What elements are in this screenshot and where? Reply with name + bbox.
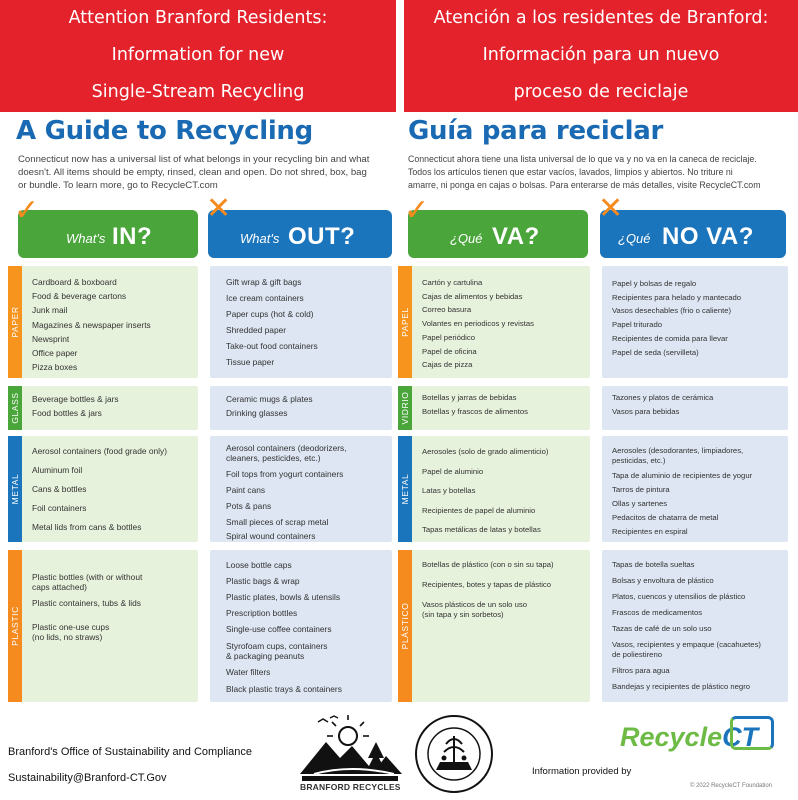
nova-item-metal: Recipientes en espiral	[612, 527, 688, 536]
nova-item-paper: Recipientes de comida para llevar	[612, 333, 728, 343]
information-provided-by: Information provided by	[532, 766, 632, 777]
category-vidrio: VIDRIO	[398, 386, 412, 430]
out-item-plastic: Water filters	[226, 667, 271, 677]
nova-item-glass: Vasos para bebidas	[612, 406, 680, 416]
out-item-paper: Tissue paper	[226, 357, 275, 367]
in-item-plastic: caps attached)	[32, 582, 87, 592]
in-item-metal: Foil containers	[32, 503, 87, 513]
x-mark-icon: ✕	[598, 192, 624, 225]
va-item-plastic: Vasos plásticos de un solo uso	[422, 600, 527, 609]
banner-line: Single-Stream Recycling	[91, 82, 305, 102]
in-item-glass: Food bottles & jars	[32, 407, 102, 418]
nova-item-plastic: Bandejas y recipientes de plástico negro	[612, 682, 751, 691]
nova-item-plastic: Bolsas y envoltura de plástico	[612, 576, 714, 585]
va-item-paper: Cajas de alimentos y bebidas	[422, 291, 523, 301]
in-item-glass: Beverage bottles & jars	[32, 394, 119, 404]
out-item-paper: Gift wrap & gift bags	[226, 277, 302, 287]
va-item-plastic: Recipientes, botes y tapas de plástico	[422, 580, 552, 589]
intro-line: Connecticut ahora tiene una lista universal de lo que va y no va en la caneca de reciclaje.	[408, 154, 757, 164]
banner-line: Información para un nuevo	[482, 45, 720, 65]
category-glass: GLASS	[8, 386, 22, 430]
nova-item-plastic: Filtros para agua	[612, 666, 670, 675]
in-item-paper: Newsprint	[32, 333, 70, 344]
in-item-metal: Cans & bottles	[32, 484, 87, 494]
out-item-paper: Ice cream containers	[226, 293, 304, 303]
banner-english	[0, 0, 396, 112]
checkmark-icon: ✓	[404, 194, 430, 227]
header-whats-out: What's OUT?	[208, 210, 392, 258]
in-item-paper: Cardboard & boxboard	[32, 277, 117, 287]
in-item-plastic: (no lids, no straws)	[32, 632, 103, 642]
out-item-plastic: & packaging peanuts	[226, 651, 305, 661]
category-paper: PAPER	[8, 266, 22, 378]
panel-va-plastico	[412, 550, 590, 702]
out-item-glass: Ceramic mugs & plates	[226, 394, 313, 404]
in-item-paper: Junk mail	[32, 305, 68, 316]
header-que-no-va: ¿Qué NO VA?	[600, 210, 786, 258]
nova-item-paper: Recipientes para helado y mantecado	[612, 292, 742, 302]
nova-item-plastic: Frascos de medicamentos	[612, 608, 703, 617]
branford-recycles-text: BRANFORD RECYCLES	[300, 782, 401, 792]
in-item-paper: Food & beverage cartons	[32, 291, 127, 302]
x-mark-icon: ✕	[206, 192, 232, 225]
out-item-plastic: Black plastic trays & containers	[226, 684, 342, 694]
va-item-metal: Latas y botellas	[422, 486, 476, 495]
category-papel: PAPEL	[398, 266, 412, 378]
guide-title-english: A Guide to Recycling	[16, 116, 313, 146]
nova-item-metal: Tapa de aluminio de recipientes de yogur	[612, 471, 753, 480]
office-name: Branford's Office of Sustainability and Compliance	[8, 746, 253, 758]
in-item-paper: Office paper	[32, 348, 78, 358]
out-item-paper: Take-out food containers	[226, 341, 318, 351]
in-item-plastic: Plastic one-use cups	[32, 622, 110, 632]
out-item-metal: cleaners, pesticides, etc.)	[226, 453, 321, 463]
va-item-paper: Volantes en periodicos y revistas	[422, 319, 534, 329]
nova-item-metal: Aerosoles (desodorantes, limpiadores,	[612, 446, 744, 455]
guide-title-spanish: Guía para reciclar	[408, 116, 664, 146]
in-item-paper: Magazines & newspaper inserts	[32, 319, 151, 330]
out-item-metal: Spiral wound containers	[226, 531, 316, 541]
va-item-paper: Correo basura	[422, 305, 472, 315]
category-metal-es: METAL	[398, 436, 412, 542]
recyclect-logo-ct: CT	[722, 722, 759, 752]
intro-line: Connecticut now has a universal list of what belongs in your recycling bin and what	[18, 154, 370, 165]
in-item-metal: Aluminum foil	[32, 465, 83, 475]
nova-item-glass: Tazones y platos de cerámica	[612, 393, 714, 402]
out-item-plastic: Styrofoam cups, containers	[226, 641, 328, 651]
header-whats-in: What's IN?	[18, 210, 198, 258]
va-item-paper: Cajas de pizza	[422, 360, 473, 370]
in-item-plastic: Plastic bottles (with or without	[32, 572, 143, 582]
category-plastic: PLASTIC	[8, 550, 22, 702]
intro-line: doesn't. All items should be empty, rinsed, clean and open. Do not shred, box, bag	[18, 167, 367, 178]
va-item-glass: Botellas y jarras de bebidas	[422, 393, 517, 402]
intro-line: amarre, ni ponga en cajas o bolsas. Para enterarse de más detalles, visite RecycleCT.com	[408, 180, 761, 190]
in-item-metal: Metal lids from cans & bottles	[32, 522, 142, 532]
category-plastico: PLÁSTICO	[398, 550, 412, 702]
intro-line: Todos los artículos tienen que estar vacíos, lavados, limpios y abiertos. No triture ni	[408, 167, 733, 177]
nova-item-metal: Pedacitos de chatarra de metal	[612, 513, 719, 522]
out-item-plastic: Single-use coffee containers	[226, 624, 332, 634]
banner-line: Attention Branford Residents:	[68, 8, 328, 28]
recyclect-logo-text: Recycle	[620, 722, 723, 752]
nova-item-metal: Tarros de pintura	[612, 485, 670, 494]
out-item-paper: Paper cups (hot & cold)	[226, 309, 314, 319]
out-item-metal: Foil tops from yogurt containers	[226, 469, 344, 479]
banner-spanish	[404, 0, 798, 112]
out-item-paper: Shredded paper	[226, 325, 287, 335]
out-item-metal: Pots & pans	[226, 501, 272, 511]
banner-line: proceso de reciclaje	[513, 82, 689, 102]
out-item-plastic: Loose bottle caps	[226, 560, 292, 570]
intro-line: or bundle. To learn more, go to RecycleCT.com	[18, 180, 218, 191]
nova-item-paper: Papel de seda (servilleta)	[612, 347, 699, 357]
va-item-plastic: Botellas de plástico (con o sin su tapa)	[422, 560, 554, 569]
out-item-plastic: Prescription bottles	[226, 608, 298, 618]
banner-line: Information for new	[111, 45, 285, 65]
in-item-paper: Pizza boxes	[32, 362, 78, 373]
out-item-plastic: Plastic plates, bowls & utensils	[226, 592, 341, 602]
town-seal	[414, 714, 494, 794]
nova-item-paper: Papel triturado	[612, 320, 662, 330]
header-que-va: ¿Qué VA?	[408, 210, 588, 258]
checkmark-icon: ✓	[14, 194, 40, 227]
copyright: © 2022 RecycleCT Foundation	[690, 783, 773, 789]
office-email[interactable]: Sustainability@Branford-CT.Gov	[8, 772, 167, 784]
in-item-plastic: Plastic containers, tubs & lids	[32, 598, 141, 608]
nova-item-plastic: Tapas de botella sueltas	[612, 560, 695, 569]
nova-item-paper: Papel y bolsas de regalo	[612, 279, 697, 288]
nova-item-plastic: de poliestireno	[612, 650, 663, 659]
va-item-paper: Papel periódico	[422, 332, 475, 342]
category-metal: METAL	[8, 436, 22, 542]
out-item-metal: Aerosol containers (deodorizers,	[226, 443, 347, 453]
nova-item-plastic: Platos, cuencos y utensilios de plástico	[612, 592, 746, 601]
nova-item-metal: pesticidas, etc.)	[612, 456, 666, 465]
va-item-metal: Aerosoles (solo de grado alimenticio)	[422, 447, 549, 456]
va-item-plastic: (sin tapa y sin sorbetos)	[422, 610, 504, 619]
out-item-metal: Small pieces of scrap metal	[226, 517, 329, 527]
branford-recycles-logo	[296, 712, 406, 796]
nova-item-metal: Ollas y sartenes	[612, 499, 668, 508]
out-item-glass: Drinking glasses	[226, 408, 288, 418]
banner-line: Atención a los residentes de Branford:	[433, 8, 769, 28]
in-item-metal: Aerosol containers (food grade only)	[32, 446, 168, 456]
nova-item-plastic: Vasos, recipientes y empaque (cacahuetes)	[612, 640, 761, 649]
guide-intro-spanish	[408, 153, 788, 192]
va-item-paper: Cartón y cartulina	[422, 278, 483, 287]
va-item-metal: Papel de aluminio	[422, 466, 484, 476]
out-item-metal: Paint cans	[226, 485, 266, 495]
out-item-plastic: Plastic bags & wrap	[226, 576, 300, 586]
va-item-paper: Papel de oficina	[422, 346, 477, 356]
va-item-metal: Recipientes de papel de aluminio	[422, 505, 536, 515]
va-item-glass: Botellas y frascos de alimentos	[422, 406, 528, 416]
va-item-metal: Tapas metálicas de latas y botellas	[422, 525, 541, 534]
nova-item-plastic: Tazas de café de un solo uso	[612, 624, 712, 633]
guide-intro-english	[18, 153, 398, 192]
nova-item-paper: Vasos desechables (frio o caliente)	[612, 306, 732, 316]
recycle-arrows-icon	[730, 716, 774, 750]
